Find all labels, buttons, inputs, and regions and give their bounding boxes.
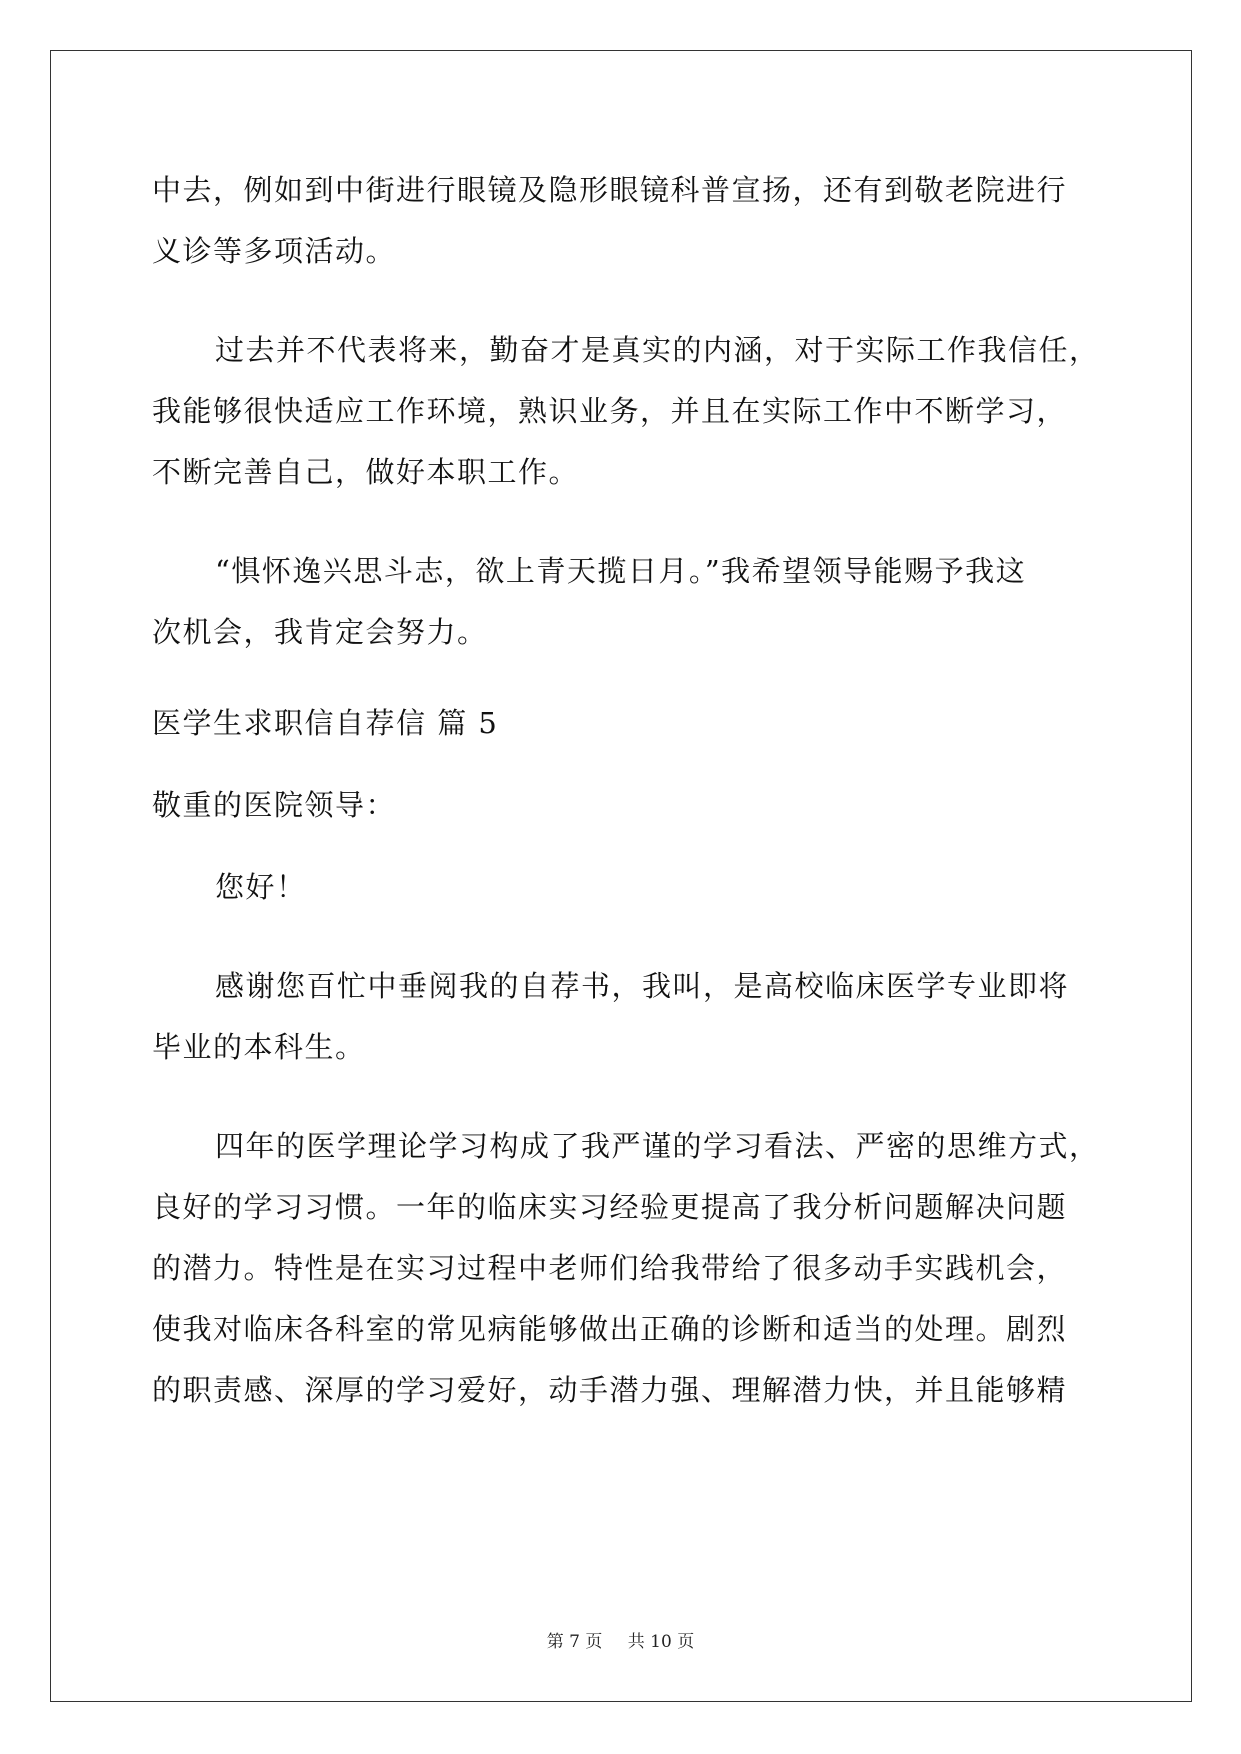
text-line: 四年的医学理论学习构成了我严谨的学习看法、严密的思维方式，: [215, 1129, 1100, 1163]
page-footer: [0, 1627, 1241, 1652]
greeting: 您好！: [215, 870, 307, 904]
text-line: 过去并不代表将来，勤奋才是真实的内涵，对于实际工作我信任，: [215, 333, 1100, 367]
text-line: 的潜力。特性是在实习过程中老师们给我带给了很多动手实践机会，: [152, 1251, 1068, 1285]
text-line: 使我对临床各科室的常见病能够做出正确的诊断和适当的处理。剧烈: [152, 1312, 1068, 1346]
text-line: 的职责感、深厚的学习爱好，动手潜力强、理解潜力快，并且能够精: [152, 1373, 1068, 1407]
text-line: 不断完善自己，做好本职工作。: [152, 455, 580, 489]
page-number: 第 7 页: [546, 1632, 603, 1652]
text-line: 毕业的本科生。: [152, 1030, 366, 1064]
text-line: 义诊等多项活动。: [152, 234, 397, 268]
text-line: 良好的学习习惯。一年的临床实习经验更提高了我分析问题解决问题: [152, 1190, 1068, 1224]
text-line: 中去，例如到中街进行眼镜及隐形眼镜科普宣扬，还有到敬老院进行: [152, 173, 1068, 207]
text-line: 感谢您百忙中垂阅我的自荐书，我叫，是高校临床医学专业即将: [215, 969, 1070, 1003]
salutation: 敬重的医院领导：: [152, 788, 397, 822]
text-line: 我能够很快适应工作环境，熟识业务，并且在实际工作中不断学习，: [152, 394, 1068, 428]
page-total: 共 10 页: [627, 1632, 695, 1652]
text-line: 次机会，我肯定会努力。: [152, 615, 488, 649]
text-line: “惧怀逸兴思斗志，欲上青天揽日月。”我希望领导能赐予我这: [215, 554, 1027, 588]
section-heading: 医学生求职信自荐信 篇 5: [152, 706, 499, 740]
